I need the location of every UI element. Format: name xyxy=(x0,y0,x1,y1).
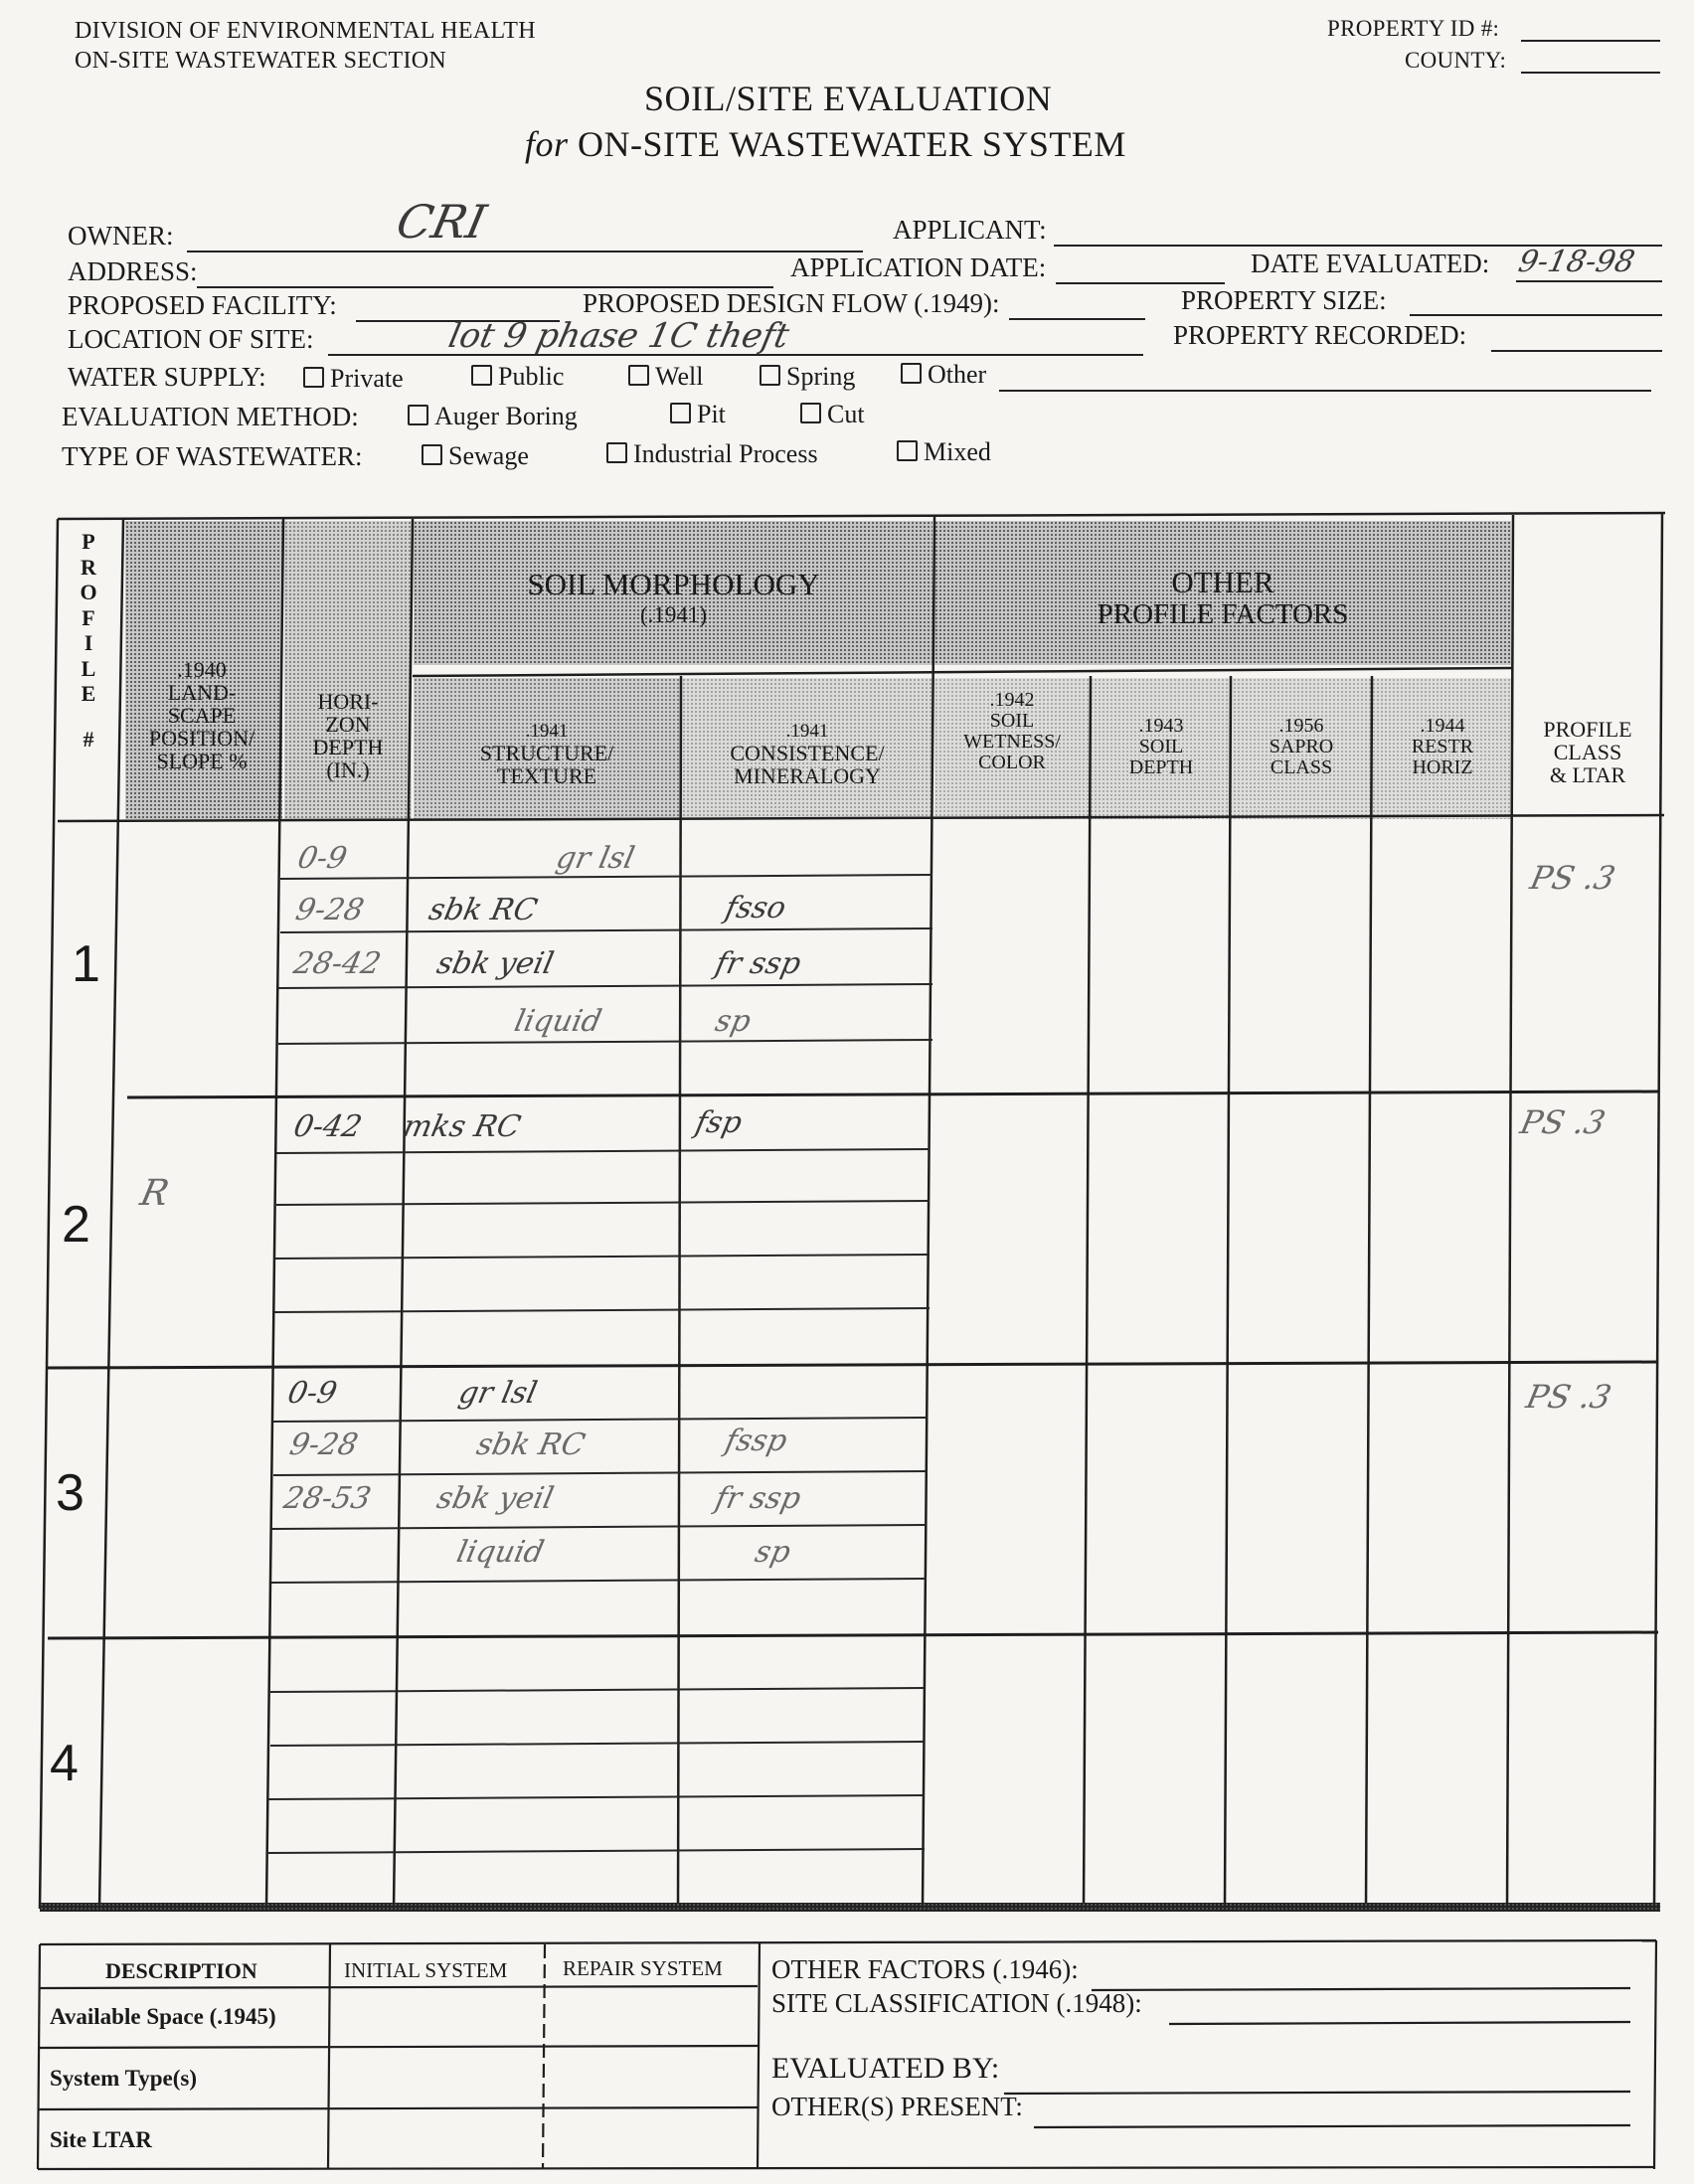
structure-header-line: STRUCTURE/ xyxy=(479,740,614,765)
wetness-header-code: .1942 xyxy=(989,689,1035,711)
wastewater-type-label: TYPE OF WASTEWATER: xyxy=(62,441,363,471)
horizon-header-line: DEPTH xyxy=(312,735,384,760)
profile-header-letter: I xyxy=(84,630,93,656)
profile-number: 1 xyxy=(72,935,100,993)
soil-depth-header-code: .1943 xyxy=(1138,715,1184,737)
agency-section: ON-SITE WASTEWATER SECTION xyxy=(75,48,446,74)
restr-header-line: HORIZ xyxy=(1412,756,1473,778)
profile-header-letter: P xyxy=(82,529,95,554)
method-auger-label: Auger Boring xyxy=(434,402,578,430)
profile-class-entry: PS .3 xyxy=(1516,1103,1609,1141)
horizon-header-line: ZON xyxy=(325,712,371,738)
profile-header-letter: L xyxy=(81,655,96,681)
profile-number: 4 xyxy=(50,1735,79,1792)
structure-entry: liquid xyxy=(453,1535,548,1570)
structure-entry: sbk RC xyxy=(473,1428,589,1462)
sapro-header-code: .1956 xyxy=(1278,715,1324,737)
date-evaluated-label: DATE EVALUATED: xyxy=(1251,249,1490,278)
property-size-label: PROPERTY SIZE: xyxy=(1181,285,1387,315)
consistence-entry: fsso xyxy=(722,891,789,925)
county-label: COUNTY: xyxy=(1405,48,1507,73)
location-label: LOCATION OF SITE: xyxy=(68,324,314,354)
soil-morphology-code: (.1941) xyxy=(639,601,708,627)
property-id-label: PROPERTY ID #: xyxy=(1327,16,1500,41)
consistence-entry: sp xyxy=(752,1535,794,1570)
sapro-header-line: SAPRO xyxy=(1269,736,1334,757)
evaluation-method-label: EVALUATION METHOD: xyxy=(62,402,359,431)
landscape-entry: R xyxy=(136,1173,173,1214)
applicant-label: APPLICANT: xyxy=(893,215,1047,245)
water-supply-label: WATER SUPPLY: xyxy=(68,362,266,392)
water-other-label: Other xyxy=(928,360,987,389)
profile-header-letter: E xyxy=(81,681,96,707)
structure-header-line: TEXTURE xyxy=(496,763,597,789)
method-pit-label: Pit xyxy=(697,400,726,428)
horizon-depth-entry: 28-42 xyxy=(290,946,385,981)
date-evaluated-value: 9-18-98 xyxy=(1515,245,1638,279)
consistence-header-line: CONSISTENCE/ xyxy=(730,740,885,765)
structure-entry: sbk yeil xyxy=(433,946,557,981)
soil-depth-header-line: DEPTH xyxy=(1128,756,1194,778)
wastewater-sewage-label: Sewage xyxy=(448,441,529,470)
design-flow-label: PROPOSED DESIGN FLOW (.1949): xyxy=(583,288,1000,318)
owner-label: OWNER: xyxy=(68,221,174,251)
system-type-label: System Type(s) xyxy=(50,2066,198,2091)
water-well-label: Well xyxy=(655,362,704,391)
profile-class-header-line: CLASS xyxy=(1553,740,1622,765)
soil-depth-header-line: SOIL xyxy=(1138,736,1184,757)
structure-entry: sbk RC xyxy=(425,893,541,927)
horizon-header-line: HORI- xyxy=(317,689,379,714)
horizon-depth-entry: 9-28 xyxy=(292,893,368,927)
wastewater-mixed-label: Mixed xyxy=(924,437,991,466)
evaluated-by-label: EVALUATED BY: xyxy=(771,2052,1000,2085)
horizon-depth-entry: 0-9 xyxy=(284,1376,341,1411)
structure-entry: sbk yeil xyxy=(433,1481,557,1516)
proposed-facility-label: PROPOSED FACILITY: xyxy=(68,290,337,320)
water-spring-label: Spring xyxy=(786,362,856,391)
wetness-header-line: COLOR xyxy=(978,752,1046,773)
owner-value: CRI xyxy=(392,195,491,249)
wastewater-industrial-label: Industrial Process xyxy=(633,439,818,468)
profile-header-letter: R xyxy=(81,554,96,580)
soil-morphology-title: SOIL MORPHOLOGY xyxy=(527,567,820,601)
profile-number: 2 xyxy=(62,1196,90,1254)
wetness-header-line: SOIL xyxy=(989,710,1035,732)
consistence-header-line: MINERALOGY xyxy=(734,763,881,789)
structure-header-code: .1941 xyxy=(525,721,569,742)
profile-header-letter: # xyxy=(83,726,94,752)
address-label: ADDRESS: xyxy=(68,256,198,286)
agency-division: DIVISION OF ENVIRONMENTAL HEALTH xyxy=(75,18,536,44)
horizon-depth-entry: 0-9 xyxy=(294,841,351,876)
consistence-entry: sp xyxy=(712,1004,755,1039)
available-space-label: Available Space (.1945) xyxy=(50,2004,276,2029)
consistence-entry: fsp xyxy=(692,1105,746,1140)
water-private-label: Private xyxy=(330,364,404,393)
repair-system-header: REPAIR SYSTEM xyxy=(563,1956,723,1980)
location-value: lot 9 phase 1C theft xyxy=(444,316,793,356)
method-cut-label: Cut xyxy=(827,400,865,428)
property-recorded-label: PROPERTY RECORDED: xyxy=(1173,320,1467,350)
horizon-depth-entry: 0-42 xyxy=(290,1109,366,1144)
site-ltar-label: Site LTAR xyxy=(50,2127,152,2152)
consistence-entry: fr ssp xyxy=(712,946,804,981)
profile-class-entry: PS .3 xyxy=(1522,1378,1615,1416)
horizon-depth-entry: 28-53 xyxy=(280,1481,375,1516)
profile-number: 3 xyxy=(56,1464,85,1522)
other-factors-label: OTHER FACTORS (.1946): xyxy=(771,1954,1079,1984)
consistence-entry: fr ssp xyxy=(712,1481,804,1516)
wetness-header-line: WETNESS/ xyxy=(963,731,1061,753)
landscape-header-line: POSITION/ xyxy=(148,726,255,752)
landscape-header-line: SLOPE % xyxy=(156,749,248,774)
form-subtitle-for: for xyxy=(525,124,569,164)
initial-system-header: INITIAL SYSTEM xyxy=(344,1958,508,1982)
landscape-header-line: SCAPE xyxy=(167,703,237,729)
sapro-header-line: CLASS xyxy=(1270,756,1333,778)
restr-header-line: RESTR xyxy=(1411,736,1474,757)
other-factors-subtitle: PROFILE FACTORS xyxy=(1097,597,1349,630)
profile-header-letter: F xyxy=(82,604,95,630)
structure-entry: liquid xyxy=(511,1004,605,1039)
profile-class-header-line: PROFILE xyxy=(1543,717,1632,742)
horizon-depth-entry: 9-28 xyxy=(286,1428,362,1462)
profile-header-letter: O xyxy=(80,580,97,605)
site-classification-label: SITE CLASSIFICATION (.1948): xyxy=(771,1988,1142,2018)
consistence-entry: fssp xyxy=(722,1424,790,1458)
description-header: DESCRIPTION xyxy=(105,1958,257,1983)
structure-entry: gr lsl xyxy=(553,841,638,876)
restr-header-code: .1944 xyxy=(1420,715,1465,737)
profile-class-header-line: & LTAR xyxy=(1549,762,1626,788)
form-title: SOIL/SITE EVALUATION xyxy=(644,79,1053,118)
landscape-header-line: LAND- xyxy=(167,680,237,706)
form-subtitle-text: ON-SITE WASTEWATER SYSTEM xyxy=(578,124,1126,164)
application-date-label: APPLICATION DATE: xyxy=(790,252,1047,282)
horizon-header-line: (IN.) xyxy=(326,757,370,783)
consistence-header-code: .1941 xyxy=(785,721,829,742)
other-factors-title: OTHER xyxy=(1171,565,1274,599)
structure-entry: gr lsl xyxy=(455,1376,541,1411)
others-present-label: OTHER(S) PRESENT: xyxy=(771,2092,1023,2121)
structure-entry: mks RC xyxy=(400,1109,524,1144)
profile-class-entry: PS .3 xyxy=(1526,859,1619,897)
water-public-label: Public xyxy=(498,362,565,391)
landscape-header-code: .1940 xyxy=(177,657,227,682)
